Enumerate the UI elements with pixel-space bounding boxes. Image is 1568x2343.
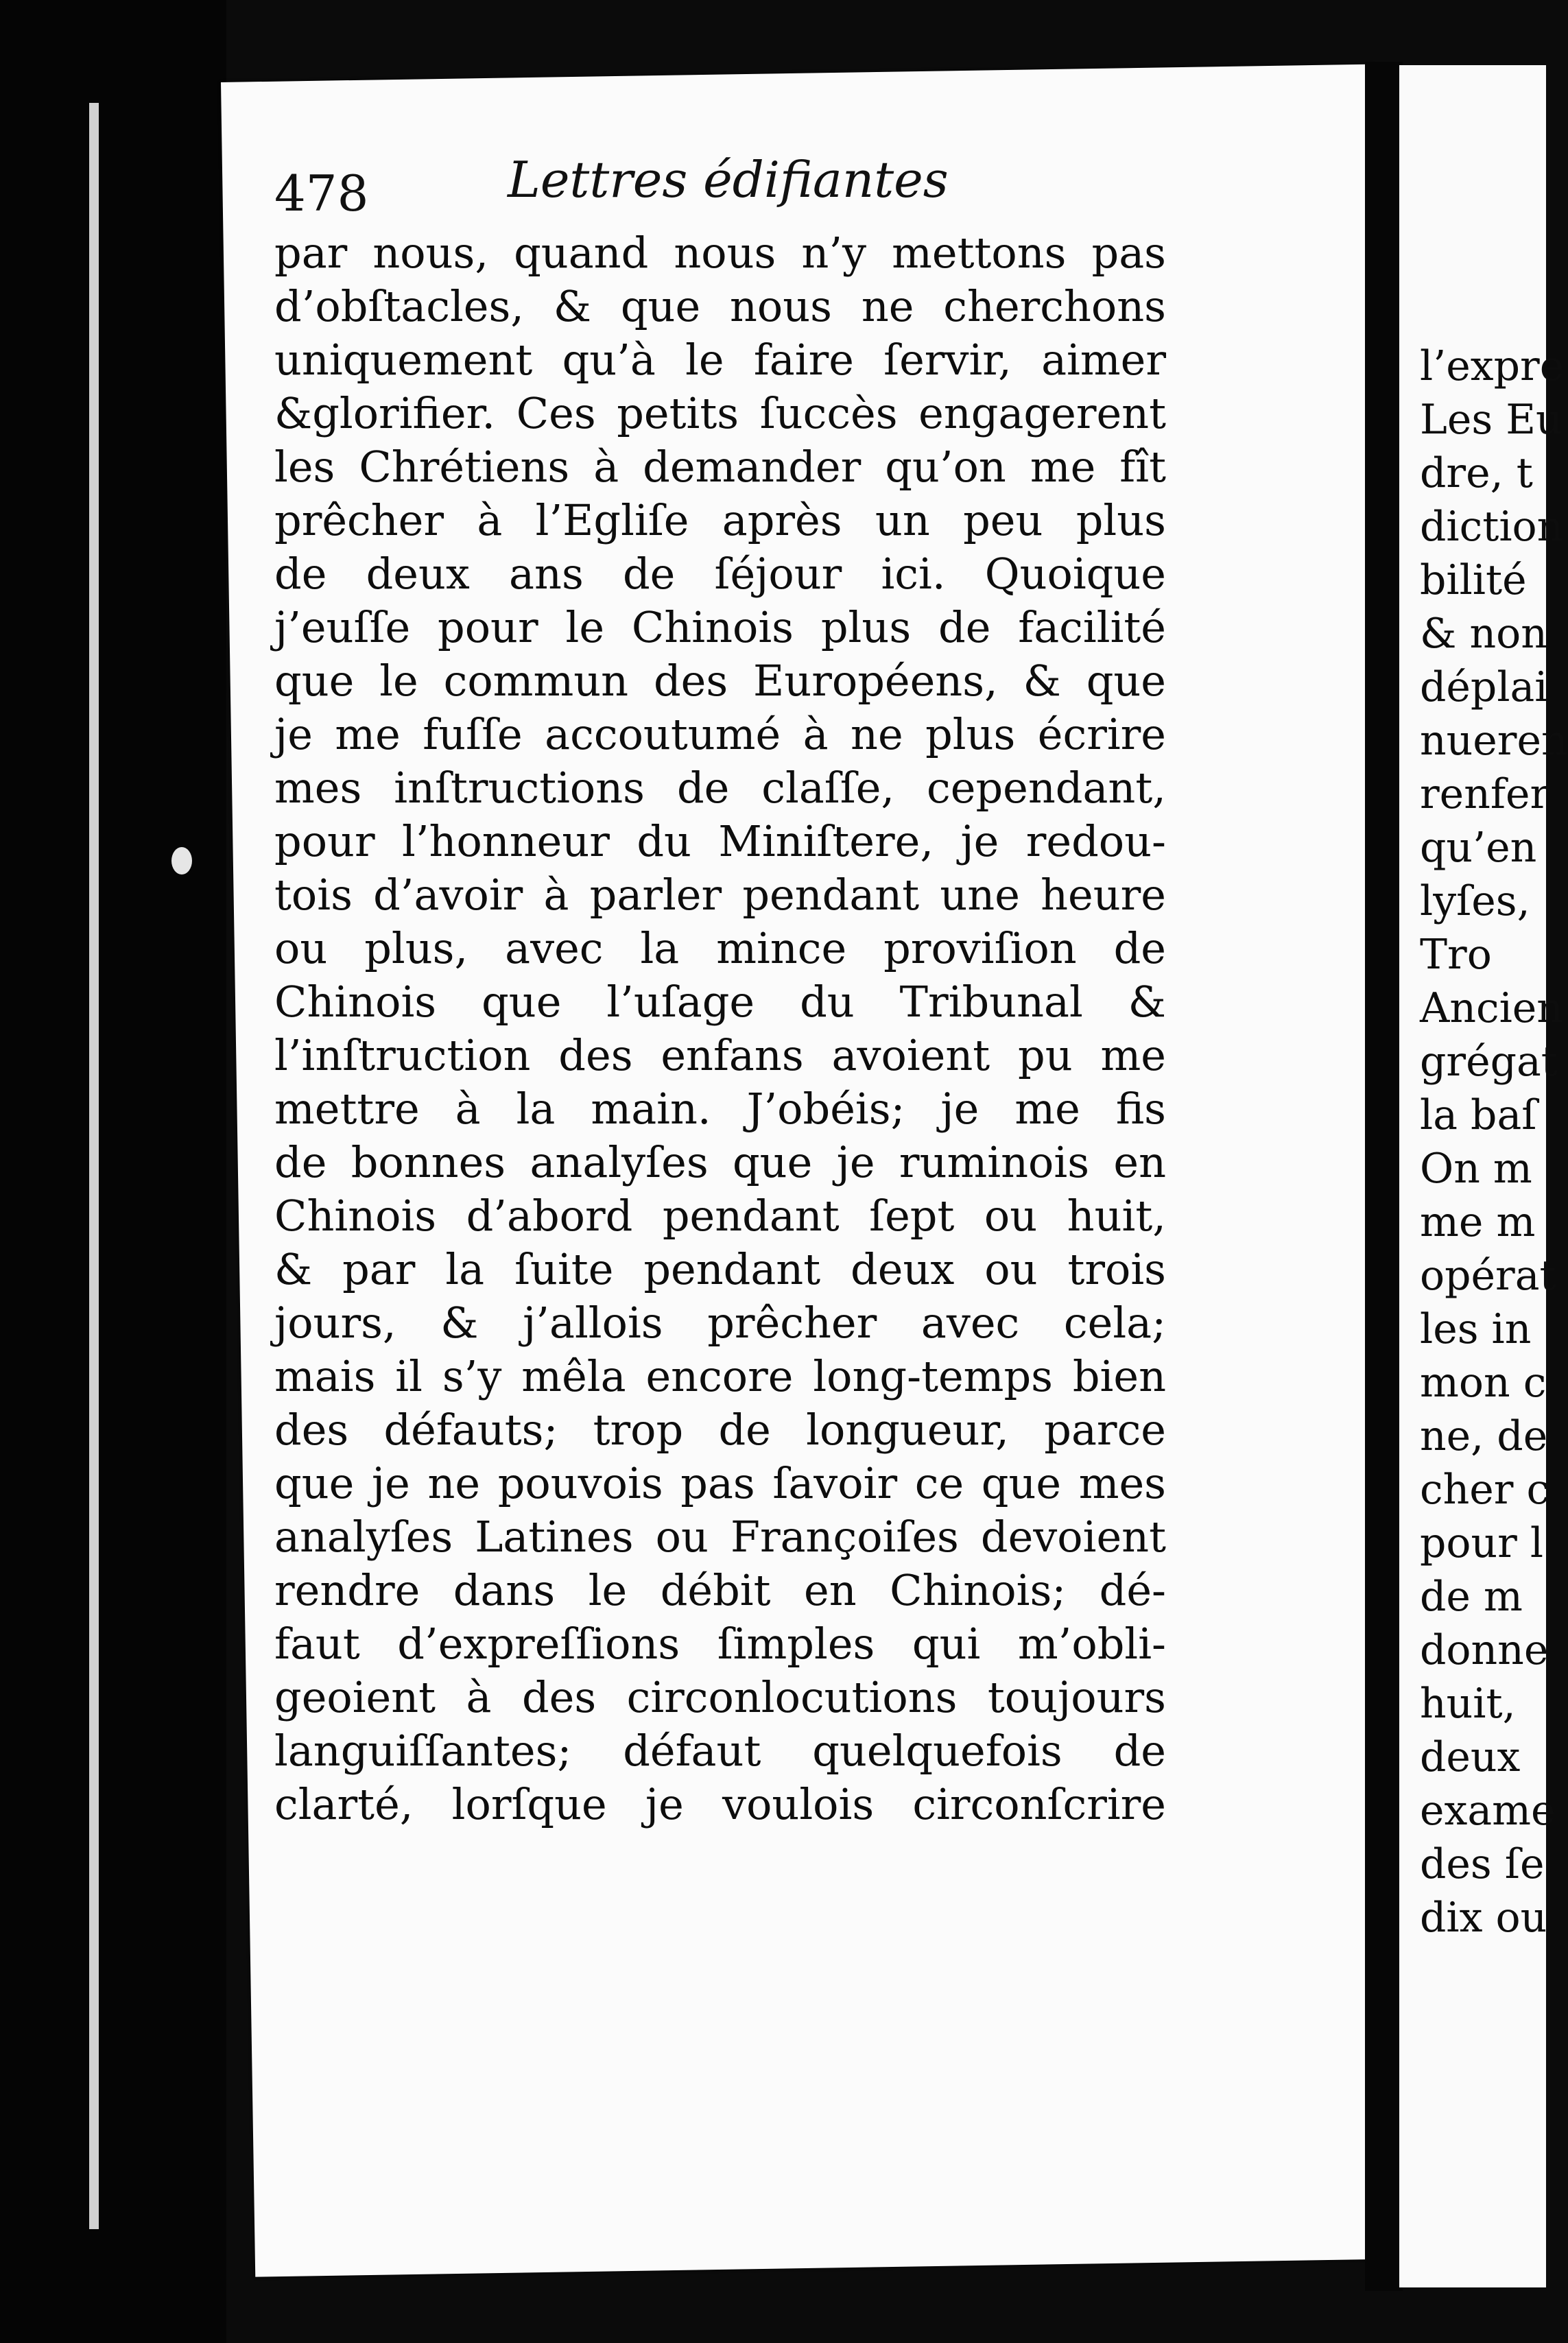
text-line: par nous, quand nous n’y mettons pas — [274, 228, 1166, 278]
text-line: les in — [1420, 1305, 1532, 1353]
text-line: analyſes Latines ou Françoiſes devoient — [274, 1512, 1166, 1562]
text-line: qu’en — [1420, 824, 1537, 872]
text-line: Chinois que l’uſage du Tribunal & — [274, 977, 1166, 1027]
text-line: mais il s’y mêla encore long-temps bien — [274, 1351, 1166, 1401]
text-line: & par la ſuite pendant deux ou trois — [274, 1244, 1166, 1294]
text-line: l’expre — [1420, 342, 1565, 390]
left-page-text — [274, 226, 1166, 1831]
text-line: faut d’expreſſions ſimples qui m’obli- — [274, 1619, 1166, 1669]
text-line: la baſ — [1420, 1091, 1537, 1139]
text-line: dix ou — [1420, 1894, 1547, 1942]
text-line: deux — [1420, 1733, 1521, 1781]
right-page-text — [1420, 340, 1568, 1944]
text-line: nueren — [1420, 717, 1568, 765]
text-line: des défauts; trop de longueur, parce — [274, 1405, 1166, 1455]
text-line: huit, — [1420, 1680, 1516, 1728]
text-line: des ſe — [1420, 1840, 1545, 1888]
text-line: geoient à des circonlocutions toujours — [274, 1672, 1166, 1722]
text-line: jours, & j’allois prêcher avec cela; — [274, 1298, 1166, 1348]
text-line: On m — [1420, 1145, 1532, 1193]
text-line: grégat — [1420, 1038, 1558, 1086]
text-line: languiſſantes; défaut quelquefois de — [274, 1726, 1166, 1776]
text-line: Chinois d’abord pendant ſept ou huit, — [274, 1191, 1166, 1241]
running-title: Lettres édifiantes — [508, 151, 949, 209]
book-gutter — [1365, 62, 1403, 2291]
text-line: pour l — [1420, 1519, 1544, 1567]
text-line: & non — [1420, 610, 1547, 658]
text-line: mon c — [1420, 1359, 1547, 1407]
text-line: &glorifier. Ces petits ſuccès engagerent — [274, 388, 1166, 438]
text-line: pour l’honneur du Miniſtere, je redou- — [274, 816, 1166, 866]
text-line: les Chrétiens à demander qu’on me fît — [274, 442, 1166, 492]
right-page — [1399, 65, 1568, 2287]
text-line: d’obſtacles, & que nous ne cherchons — [274, 281, 1166, 331]
text-line: j’euſſe pour le Chinois plus de facilité — [274, 602, 1166, 652]
text-line: de m — [1420, 1573, 1523, 1621]
text-line: je me fuſſe accoutumé à ne plus écrire — [274, 709, 1166, 759]
text-line: de bonnes analyſes que je ruminois en — [274, 1137, 1166, 1187]
text-line: que je ne pouvois pas ſavoir ce que mes — [274, 1458, 1166, 1508]
text-line: donne — [1420, 1626, 1549, 1674]
text-line: uniquement qu’à le faire ſervir, aimer — [274, 335, 1166, 385]
text-line: ne, de — [1420, 1412, 1548, 1460]
text-line: que le commun des Européens, & que — [274, 656, 1166, 706]
running-head — [274, 137, 1166, 226]
text-line: me m — [1420, 1198, 1536, 1246]
text-line: bilité — [1420, 556, 1527, 604]
scan-speck — [171, 847, 192, 875]
text-line: exame — [1420, 1787, 1556, 1835]
text-line: mettre à la main. J’obéis; je me fis — [274, 1084, 1166, 1134]
text-line: Ancien — [1420, 984, 1563, 1032]
text-line: dre, t — [1420, 449, 1533, 497]
scan-edge-line — [89, 103, 99, 2229]
text-line: tois d’avoir à parler pendant une heure — [274, 870, 1166, 920]
page-number: 478 — [274, 165, 369, 222]
text-line: déplai — [1420, 663, 1548, 711]
text-line: ou plus, avec la mince proviſion de — [274, 923, 1166, 973]
text-line: rendre dans le débit en Chinois; dé- — [274, 1565, 1166, 1615]
text-line: clarté, lorſque je voulois circonſcrire — [274, 1779, 1166, 1829]
text-line: opérat — [1420, 1252, 1556, 1300]
text-line: Tro — [1420, 931, 1492, 979]
text-line: prêcher à l’Egliſe après un peu plus — [274, 495, 1166, 545]
text-line: de deux ans de ſéjour ici. Quoique — [274, 549, 1166, 599]
text-line: mes inſtructions de claſſe, cependant, — [274, 763, 1166, 813]
text-line: diction — [1420, 503, 1564, 551]
scan-left-margin — [0, 0, 226, 2343]
text-line: l’inſtruction des enfans avoient pu me — [274, 1030, 1166, 1080]
text-line: Les Eu — [1420, 396, 1563, 444]
text-line: cher c — [1420, 1466, 1550, 1514]
text-line: renfer — [1420, 770, 1550, 818]
text-line: lyſes, — [1420, 877, 1530, 925]
